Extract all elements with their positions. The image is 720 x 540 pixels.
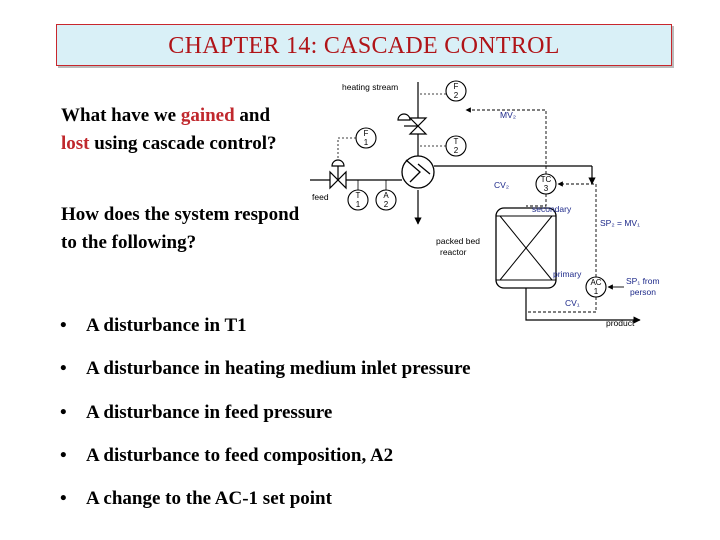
bullet-dot: • [60,315,67,336]
list-item-text: A disturbance in heating medium inlet pressure [86,358,471,380]
list-item-text: A disturbance to feed composition, A2 [86,444,394,466]
list-item [60,485,471,528]
instrument-number: 1 [593,287,599,296]
page-title: CHAPTER 14: CASCADE CONTROL [168,33,560,59]
disturbance-list [60,312,471,528]
question-gained-lost [61,102,301,158]
question1-lost: lost [61,133,90,154]
heating-control-valve-icon [398,114,426,134]
instrument-T2 [446,136,466,156]
instrument-A2 [376,190,396,210]
bullet-dot: • [60,444,67,466]
instrument-tag: TC [540,175,552,184]
question-system-response: How does the system respond to the following? [61,204,300,253]
instrument-number: 2 [453,146,459,155]
signal-f1 [338,138,356,160]
question1-gained: gained [180,105,235,126]
instrument-AC1 [586,277,606,297]
feed-control-valve-icon [330,160,346,188]
label-sp1-person: person [630,287,656,297]
list-item [60,442,471,485]
instrument-tag: F [363,129,369,138]
list-item [60,355,471,398]
label-sp1-from: SP₁ from [626,276,660,286]
label-reactor: reactor [440,247,467,257]
bullet-dot: • [60,401,67,423]
label-secondary: secondary [532,204,572,214]
question1-prefix: What have we [61,105,181,126]
label-sp2: SP₂ = MV₁ [600,218,640,228]
instrument-tag: T [453,137,459,146]
packed-bed-reactor-icon [496,208,556,288]
instrument-number: 1 [355,200,361,209]
instrument-tag: A [383,191,389,200]
list-item-text: A disturbance in T1 [86,315,247,336]
list-item-text: A change to the AC-1 set point [86,488,332,510]
label-heating-stream: heating stream [342,82,399,92]
signal-sp2 [558,184,596,277]
list-item-text: A disturbance in feed pressure [86,401,333,423]
instrument-TC3 [536,174,556,194]
signal-mv2 [466,110,546,184]
label-mv2: MV₂ [500,110,517,120]
label-primary: primary [553,269,582,279]
bullet-dot: • [60,488,67,510]
label-cv1: CV₁ [565,298,580,308]
title-banner [56,24,672,66]
instrument-number: 3 [543,184,549,193]
question1-suffix: using cascade control? [89,133,277,154]
product-line [526,288,640,320]
list-item [60,399,471,442]
instrument-T1 [348,190,368,210]
instrument-number: 2 [383,200,389,209]
heat-exchanger-icon [402,156,434,188]
label-feed: feed [312,192,329,202]
signal-cv1 [526,297,596,312]
cascade-process-diagram [300,74,680,334]
instrument-tag: AC [590,278,602,287]
label-cv2: CV₂ [494,180,510,190]
instrument-number: 1 [363,138,369,147]
instrument-tag: T [355,191,361,200]
question1-middle: and [234,105,271,126]
instrument-F1 [356,128,376,148]
bullet-dot: • [60,358,67,380]
instrument-F2 [446,81,466,101]
label-packed-bed: packed bed [436,236,480,246]
label-product: product [606,318,635,328]
instrument-number: 2 [453,91,459,100]
instrument-tag: F [453,82,459,91]
